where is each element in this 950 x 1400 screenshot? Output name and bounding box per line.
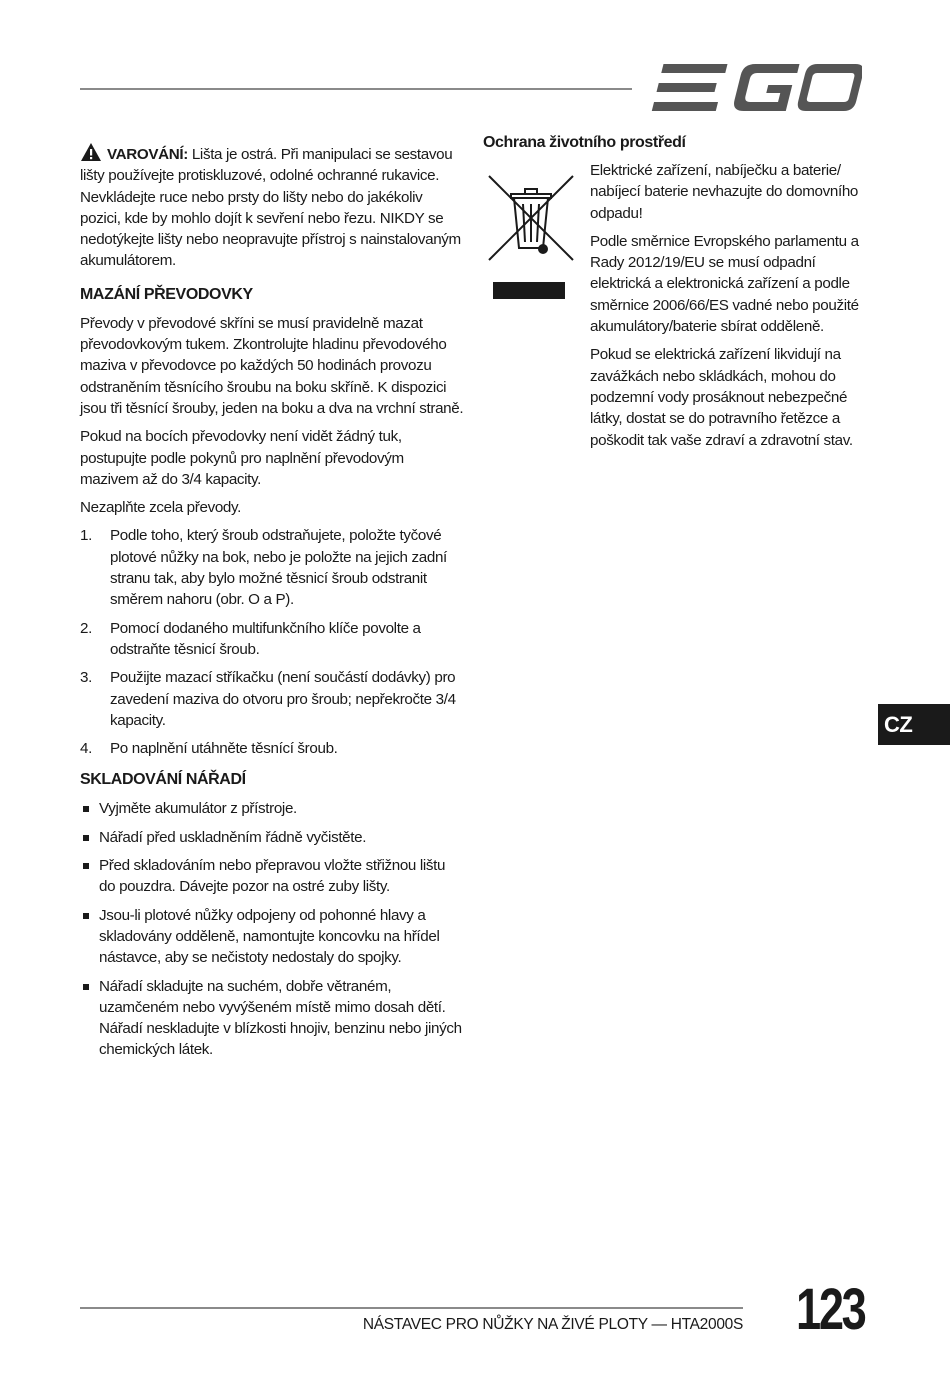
environment-paragraph: Elektrické zařízení, nabíječku a baterie/ nabíjecí baterie nevhazujte do domovního odpadu! — [590, 162, 859, 222]
right-column — [483, 134, 868, 458]
warning-paragraph — [80, 142, 465, 272]
storage-list — [80, 798, 465, 1060]
environment-heading: Ochrana životního prostředí — [483, 134, 686, 151]
step-number: 4. — [80, 740, 92, 758]
step-text: Pomocí dodaného multifunkčního klíče povolte a odstraňte těsnicí šroub. — [110, 619, 421, 658]
square-bullet-icon — [83, 863, 89, 869]
step-text: Použijte mazací stříkačku (není součástí dodávky) pro zavedení maziva do otvoru pro šroub; nepřekročte 3/4 kapacity. — [110, 669, 456, 729]
warning-text: Lišta je ostrá. Při manipulaci se sestavou lišty používejte protiskluzové, odolné ochranné rukavice. Nevkládejte ruce nebo prsty do lišty nebo do jakékoliv pozici, kde by mohlo dojít k sevření nebo řezu. NIKDY se nedotýkejte lišty nebo neopravujte přístroj s nainstalovaným akumulátorem. — [80, 146, 461, 270]
step-text: Po naplnění utáhněte těsnící šroub. — [110, 740, 338, 758]
lubrication-steps — [80, 525, 465, 759]
storage-item-text: Nářadí skladujte na suchém, dobře větraném, uzamčeném nebo vyvýšeném místě mimo dosah dětí. Nářadí neskladujte v blízkosti hnojiv, benzinu nebo jiných chemických látek. — [99, 977, 462, 1059]
storage-item — [80, 827, 465, 848]
storage-item — [80, 855, 465, 898]
step-number: 3. — [80, 669, 92, 687]
lubrication-heading: MAZÁNÍ PŘEVODOVKY — [80, 285, 253, 303]
square-bullet-icon — [83, 835, 89, 841]
step-item — [80, 667, 465, 731]
environment-text — [590, 160, 868, 451]
page-number: 123 — [796, 1277, 865, 1342]
storage-item — [80, 976, 465, 1061]
step-item — [80, 525, 465, 610]
footer-rule — [80, 1307, 743, 1309]
language-tab: CZ — [878, 704, 950, 745]
square-bullet-icon — [83, 913, 89, 919]
step-number: 1. — [80, 527, 92, 545]
left-column — [80, 142, 465, 1068]
square-bullet-icon — [83, 984, 89, 990]
header-rule — [80, 88, 632, 90]
warning-triangle-icon — [80, 142, 102, 162]
environment-paragraph: Podle směrnice Evropského parlamentu a Rady 2012/19/EU se musí odpadní elektrická a elektronická zařízení a podle směrnice 2006/66/ES vadné nebo použité akumulátory/baterie sbírat odděleně. — [590, 232, 859, 336]
step-text: Podle toho, který šroub odstraňujete, položte tyčové plotové nůžky na bok, nebo je položte na jejich zadní stranu tak, aby bylo možné těsnicí šroub odstranit směrem nahoru (obr. O a P). — [110, 527, 447, 609]
ego-logo — [650, 62, 862, 114]
storage-item — [80, 905, 465, 969]
storage-item-text: Nářadí před uskladněním řádně vyčistěte. — [99, 828, 367, 846]
lubrication-paragraph: Nezaplňte zcela převody. — [80, 499, 242, 517]
square-bullet-icon — [83, 806, 89, 812]
step-item — [80, 738, 465, 759]
lubrication-paragraph: Pokud na bocích převodovky není vidět žádný tuk, postupujte podle pokynů pro naplnění převodovým mazivem až do 3/4 kapacity. — [80, 428, 404, 488]
storage-item-text: Jsou-li plotové nůžky odpojeny od pohonné hlavy a skladovány odděleně, namontujte koncovku na hřídel nástavce, aby se nečistoty nedostaly do spojky. — [99, 906, 440, 967]
footer-title: NÁSTAVEC PRO NŮŽKY NA ŽIVÉ PLOTY — HTA2000S — [362, 1316, 743, 1333]
storage-item — [80, 798, 465, 819]
step-number: 2. — [80, 619, 92, 637]
storage-item-text: Před skladováním nebo přepravou vložte střižnou lištu do pouzdra. Dávejte pozor na ostré zuby lišty. — [99, 857, 446, 896]
step-item — [80, 618, 465, 661]
weee-crossed-bin-icon — [485, 170, 577, 300]
environment-paragraph: Pokud se elektrická zařízení likvidují na zavážkách nebo skládkách, mohou do podzemní vody prosáknout nebezpečné látky, dostat se do potravního řetězce a poškodit tak vaše zdraví a zdravotní stav. — [590, 346, 853, 449]
storage-item-text: Vyjměte akumulátor z přístroje. — [99, 800, 297, 818]
warning-label: VAROVÁNÍ: — [107, 146, 188, 163]
lubrication-paragraph: Převody v převodové skříni se musí pravidelně mazat převodovkovým tukem. Zkontrolujte hladinu převodového maziva v převodovce po každých 50 hodinách provozu odstraněním těsnícího šroubu na boku skříně. K dispozici jsou tři těsnící šrouby, jeden na boku a dva na vrchní straně. — [80, 314, 464, 417]
storage-heading: SKLADOVÁNÍ NÁŘADÍ — [80, 771, 246, 789]
ego-logo-graphic — [650, 62, 862, 114]
